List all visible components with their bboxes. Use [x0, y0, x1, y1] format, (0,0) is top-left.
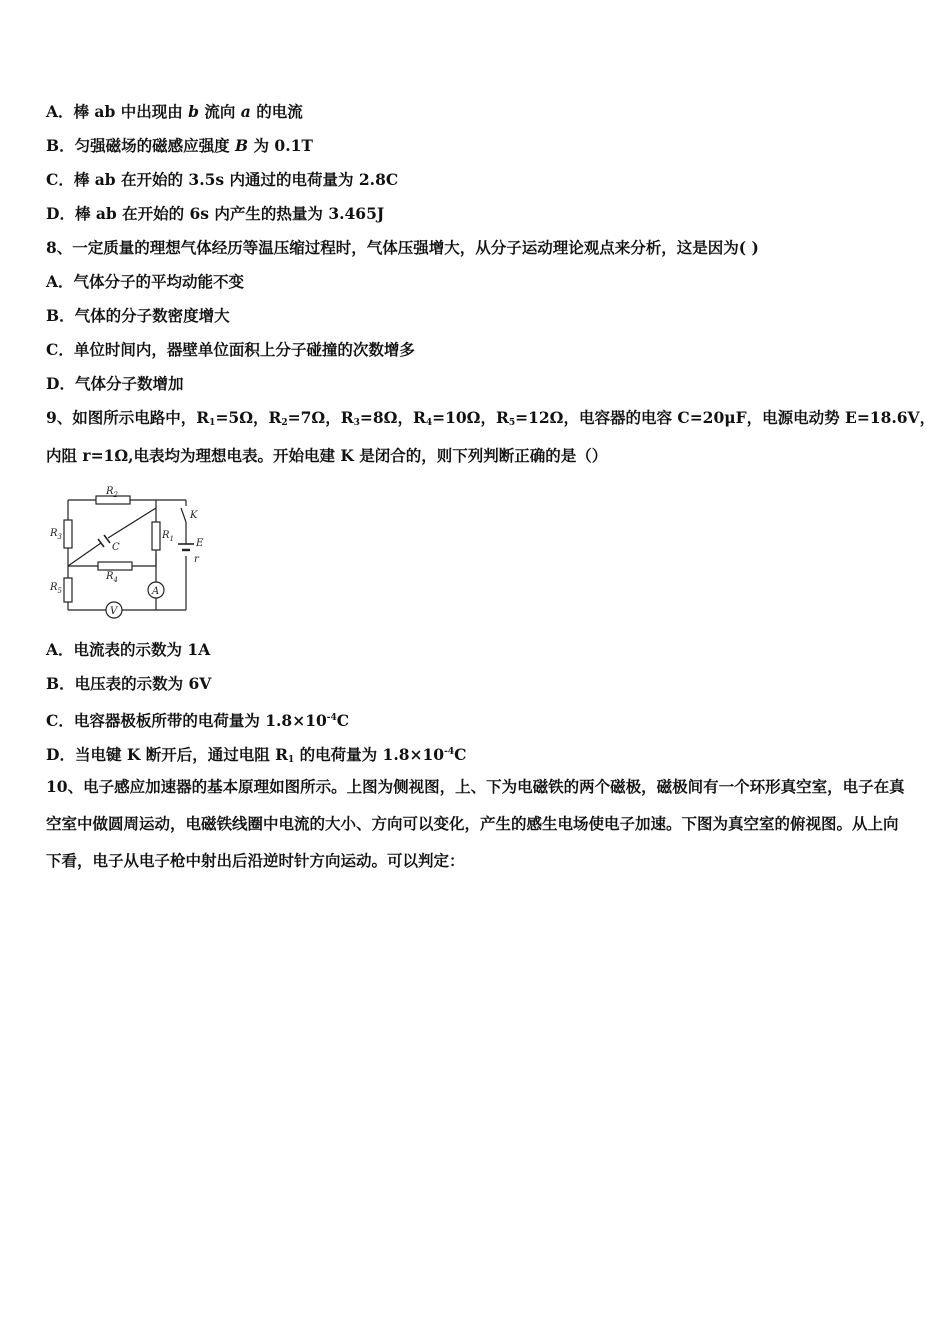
q8-option-b: B．气体的分子数密度增大 [46, 306, 230, 325]
option-letter: C． [46, 170, 74, 189]
resistor-r5 [64, 578, 72, 602]
switch-k [181, 508, 186, 522]
q9-option-d: D．当电键 K 断开后，通过电阻 $R_1$ 的电荷量为 $1.8\times 10^{-4}C$ [46, 745, 467, 765]
option-letter: B． [46, 136, 75, 155]
resistor-r3 [64, 520, 72, 548]
circuit-diagram [46, 486, 216, 620]
q9-stem-line2: 内阻 r=1Ω,电表均为理想电表。开始电建 K 是闭合的，则下列判断正确的是（） [46, 446, 608, 465]
option-letter: C． [46, 711, 74, 730]
option-letter: D． [46, 374, 75, 393]
label-r-internal: r [194, 554, 199, 565]
label-r3: $R_3$ [50, 528, 62, 541]
option-letter: A． [46, 272, 74, 291]
ammeter-label: A [152, 586, 160, 597]
q7-option-c: C．棒 ab 在开始的 3.5s 内通过的电荷量为 2.8C [46, 170, 399, 189]
q9-option-a: A．电流表的示数为 1A [46, 640, 211, 659]
q8-option-c: C．单位时间内，器壁单位面积上分子碰撞的次数增多 [46, 340, 415, 359]
capacitor-c [98, 535, 110, 547]
label-r5: $R_5$ [50, 582, 62, 595]
capacitor-wire [68, 508, 156, 566]
q10-stem: 10、电子感应加速器的基本原理如图所示。上图为侧视图，上、下为电磁铁的两个磁极，磁极间有一个环形真空室，电子在真空室中做圆周运动，电磁铁线圈中电流的大小、方向可以变化，产生的感生电场使电子加速。下图为真空室的俯视图。从上向下看，电子从电子枪中射出后沿逆时针方向运动。可以判定： [46, 777, 905, 870]
q7-option-d: D．棒 ab 在开始的 6s 内产生的热量为 3.465J [46, 204, 385, 223]
label-e: E [196, 538, 204, 549]
q8-stem: 8、一定质量的理想气体经历等温压缩过程时，气体压强增大，从分子运动理论观点来分析，这是因为( ) [46, 238, 759, 257]
option-letter: B． [46, 674, 75, 693]
label-c: C [112, 542, 120, 553]
voltmeter-label: V [110, 606, 118, 617]
option-letter: C． [46, 340, 74, 359]
q8-option-a: A．气体分子的平均动能不变 [46, 272, 245, 291]
q9-option-b: B．电压表的示数为 6V [46, 674, 212, 693]
option-letter: A． [46, 640, 74, 659]
option-letter: D． [46, 204, 75, 223]
q9-option-c: C．电容器极板所带的电荷量为 $1.8\times 10^{-4}C$ [46, 711, 350, 730]
option-letter: A． [46, 102, 74, 121]
q7-option-a: A．棒 ab 中出现由 b 流向 a 的电流 [46, 102, 303, 121]
resistor-r1 [152, 522, 160, 550]
q8-option-d: D．气体分子数增加 [46, 374, 184, 393]
option-letter: B． [46, 306, 75, 325]
label-r2: $R_2$ [106, 486, 118, 499]
q7-option-b: B．匀强磁场的磁感应强度 B 为 0.1T [46, 136, 313, 155]
label-r1: $R_1$ [162, 530, 174, 543]
resistor-r4 [98, 562, 132, 570]
label-k: K [190, 510, 198, 521]
label-r4: $R_4$ [106, 571, 118, 584]
option-letter: D． [46, 745, 75, 764]
q9-stem-line1: 9、如图所示电路中，$R_1=5\Omega$，$R_2=7\Omega$，$R_3=8\Omega$，$R_4=10\Omega$，$R_5=12\Omega$，电容器的电容 C=20μF，电源电动势 E=18.6V， [46, 408, 936, 428]
